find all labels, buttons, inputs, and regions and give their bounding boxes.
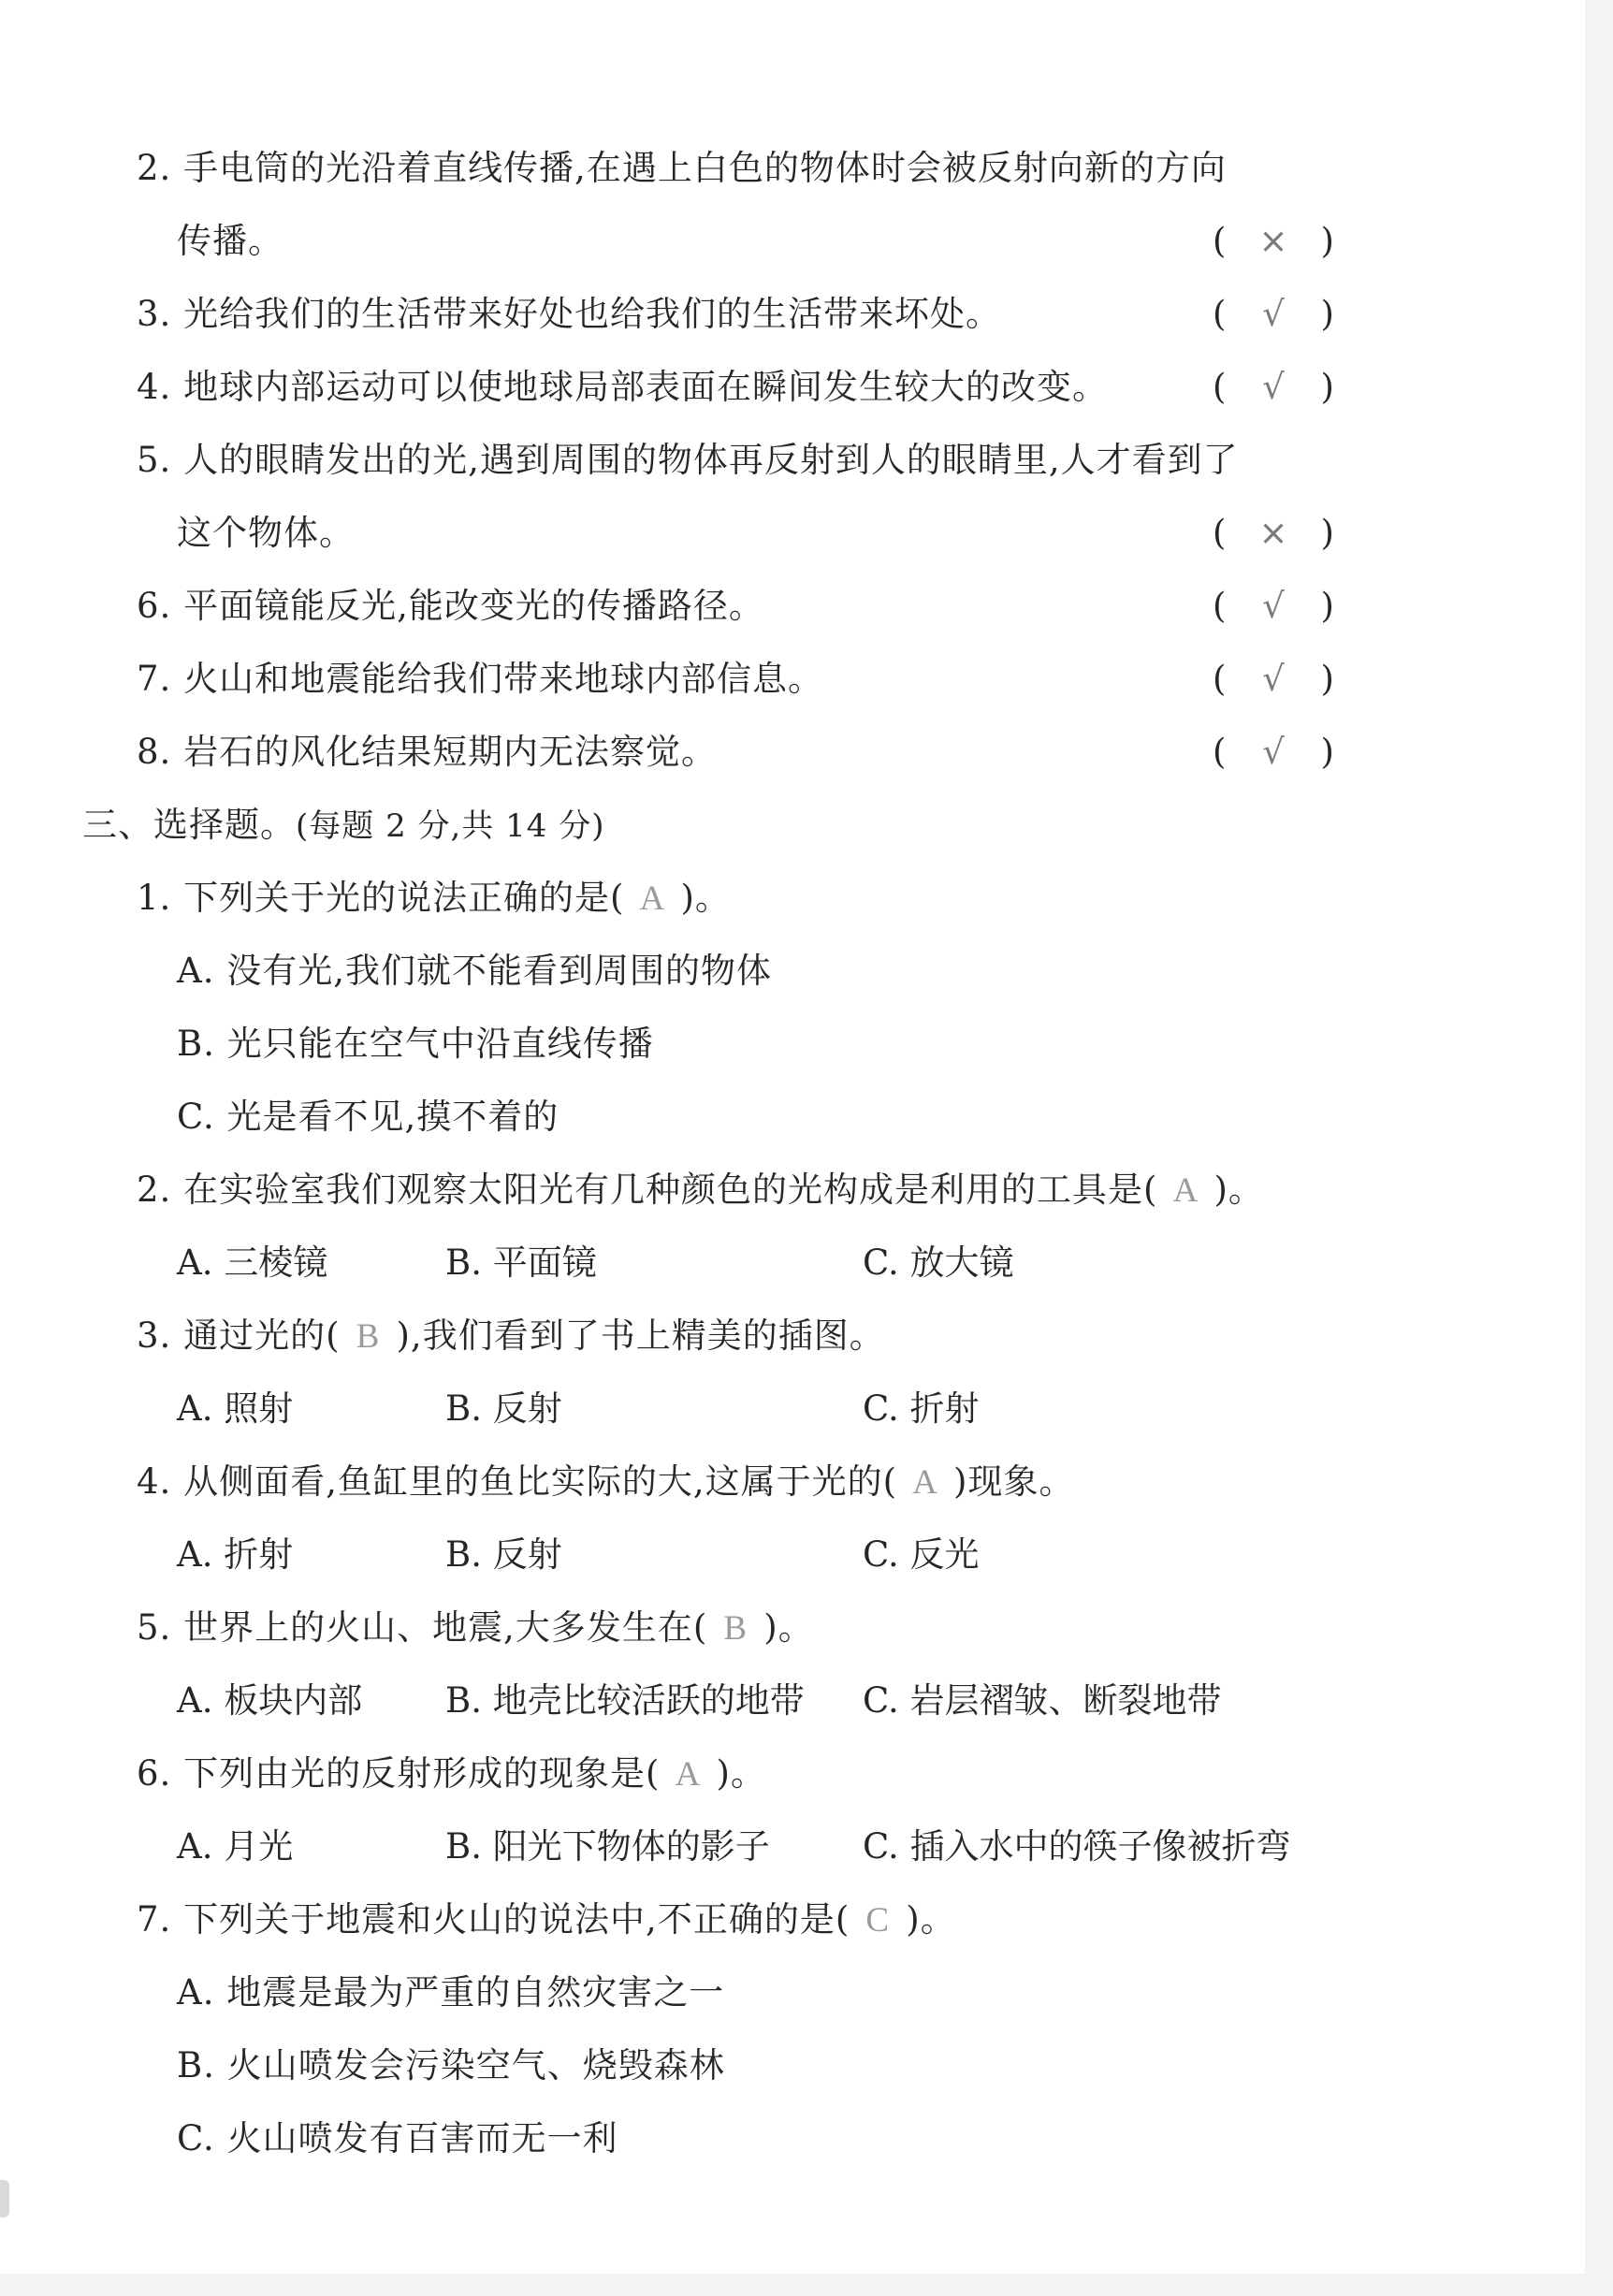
mc-answer-7: C (865, 1901, 891, 1940)
section-3-heading (82, 801, 604, 850)
paren-close: ) (1320, 294, 1334, 334)
tf-item-4: 4. 地球内部运动可以使地球局部表面在瞬间发生较大的改变。 (137, 367, 1109, 407)
paren-open: ( (1213, 367, 1227, 407)
tf-mark-2 (1213, 217, 1334, 266)
cross-mark-icon: × (1258, 221, 1288, 261)
paren-close: ) (1320, 732, 1334, 772)
check-mark-icon: √ (1262, 659, 1285, 699)
mc-question-5 (137, 1604, 814, 1653)
mc-4-option-a: A. 折射 (177, 1534, 294, 1575)
tf-item-5: 5. 人的眼睛发出的光,遇到周围的物体再反射到人的眼睛里,人才看到了 (137, 440, 1239, 480)
mc-question-text: 2. 在实验室我们观察太阳光有几种颜色的光构成是利用的工具是( (137, 1170, 1158, 1210)
paren-open: ( (1213, 586, 1227, 626)
check-mark-icon: √ (1262, 586, 1285, 626)
mc-5-option-c: C. 岩层褶皱、断裂地带 (863, 1680, 1222, 1721)
tf-item-7: 7. 火山和地震能给我们带来地球内部信息。 (137, 659, 824, 699)
mc-7-option-b: B. 火山喷发会污染空气、烧毁森林 (177, 2045, 725, 2085)
tf-mark-8 (1213, 728, 1334, 777)
mc-answer-5: B (723, 1609, 748, 1648)
mc-question-7 (137, 1896, 956, 1945)
mc-question-text: 4. 从侧面看,鱼缸里的鱼比实际的大,这属于光的( (137, 1461, 898, 1502)
mc-question-text: 3. 通过光的( (137, 1315, 341, 1356)
mc-6-option-b: B. 阳光下物体的影子 (445, 1826, 770, 1867)
mc-1-option-a: A. 没有光,我们就不能看到周围的物体 (177, 951, 773, 991)
mc-question-text: 7. 下列关于地震和火山的说法中,不正确的是( (137, 1899, 850, 1940)
paren-open: ( (1213, 221, 1227, 261)
mc-1-option-c: C. 光是看不见,摸不着的 (177, 1097, 559, 1137)
mc-4-option-c: C. 反光 (863, 1534, 980, 1575)
mc-question-text: 1. 下列关于光的说法正确的是( (137, 878, 625, 918)
mc-question-4 (137, 1458, 1074, 1507)
mc-7-option-c: C. 火山喷发有百害而无一利 (177, 2118, 618, 2158)
mc-7-option-a: A. 地震是最为严重的自然灾害之一 (177, 1972, 725, 2013)
mc-1-option-b: B. 光只能在空气中沿直线传播 (177, 1024, 654, 1064)
tf-mark-5 (1213, 509, 1334, 558)
tf-item-8: 8. 岩石的风化结果短期内无法察觉。 (137, 732, 718, 772)
mc-5-option-b: B. 地壳比较活跃的地带 (445, 1680, 805, 1721)
mc-6-option-a: A. 月光 (177, 1826, 294, 1867)
tf-mark-4 (1213, 363, 1334, 412)
mc-2-option-b: B. 平面镜 (445, 1242, 597, 1283)
mc-6-option-c: C. 插入水中的筷子像被折弯 (863, 1826, 1291, 1867)
paren-close: ) (1320, 513, 1334, 553)
mc-answer-1: A (639, 879, 666, 918)
mc-question-tail: )。 (716, 1753, 766, 1794)
mc-2-option-c: C. 放大镜 (863, 1242, 1014, 1283)
paren-open: ( (1213, 732, 1227, 772)
paren-close: ) (1320, 221, 1334, 261)
mc-question-tail: )。 (763, 1607, 814, 1648)
section-3-score: (每题 2 分,共 14 分) (296, 807, 605, 845)
paren-close: ) (1320, 586, 1334, 626)
paren-open: ( (1213, 513, 1227, 553)
tf-item-2-cont: 传播。 (177, 221, 283, 261)
mc-question-6 (137, 1750, 766, 1799)
mc-answer-6: A (675, 1755, 702, 1794)
paren-close: ) (1320, 659, 1334, 699)
mc-3-option-b: B. 反射 (445, 1388, 562, 1429)
mc-question-tail: ),我们看到了书上精美的插图。 (396, 1315, 885, 1356)
page-edge-tab (0, 2180, 9, 2217)
tf-mark-3 (1213, 290, 1334, 339)
mc-5-option-a: A. 板块内部 (177, 1680, 363, 1721)
check-mark-icon: √ (1262, 294, 1285, 334)
mc-3-option-c: C. 折射 (863, 1388, 980, 1429)
paren-open: ( (1213, 659, 1227, 699)
mc-answer-4: A (912, 1463, 938, 1502)
mc-question-tail: )。 (906, 1899, 956, 1940)
mc-question-2 (137, 1166, 1264, 1215)
tf-item-2: 2. 手电筒的光沿着直线传播,在遇上白色的物体时会被反射向新的方向 (137, 148, 1227, 188)
paren-open: ( (1213, 294, 1227, 334)
mc-question-1 (137, 874, 731, 923)
mc-2-option-a: A. 三棱镜 (177, 1242, 328, 1283)
tf-mark-6 (1213, 582, 1334, 631)
tf-mark-7 (1213, 655, 1334, 704)
paren-close: ) (1320, 367, 1334, 407)
tf-item-6: 6. 平面镜能反光,能改变光的传播路径。 (137, 586, 764, 626)
check-mark-icon: √ (1262, 367, 1285, 407)
section-3-title: 三、选择题。 (82, 805, 296, 845)
mc-question-tail: )。 (1213, 1170, 1264, 1210)
mc-question-3 (137, 1312, 885, 1361)
mc-question-tail: )现象。 (953, 1461, 1075, 1502)
mc-4-option-b: B. 反射 (445, 1534, 562, 1575)
mc-question-tail: )。 (680, 878, 731, 918)
tf-item-5-cont: 这个物体。 (177, 513, 355, 553)
mc-question-text: 6. 下列由光的反射形成的现象是( (137, 1753, 661, 1794)
tf-item-3: 3. 光给我们的生活带来好处也给我们的生活带来坏处。 (137, 294, 1002, 334)
mc-answer-2: A (1172, 1171, 1199, 1210)
mc-3-option-a: A. 照射 (177, 1388, 294, 1429)
cross-mark-icon: × (1258, 513, 1288, 553)
check-mark-icon: √ (1262, 732, 1285, 772)
mc-question-text: 5. 世界上的火山、地震,大多发生在( (137, 1607, 708, 1648)
mc-answer-3: B (356, 1317, 381, 1356)
